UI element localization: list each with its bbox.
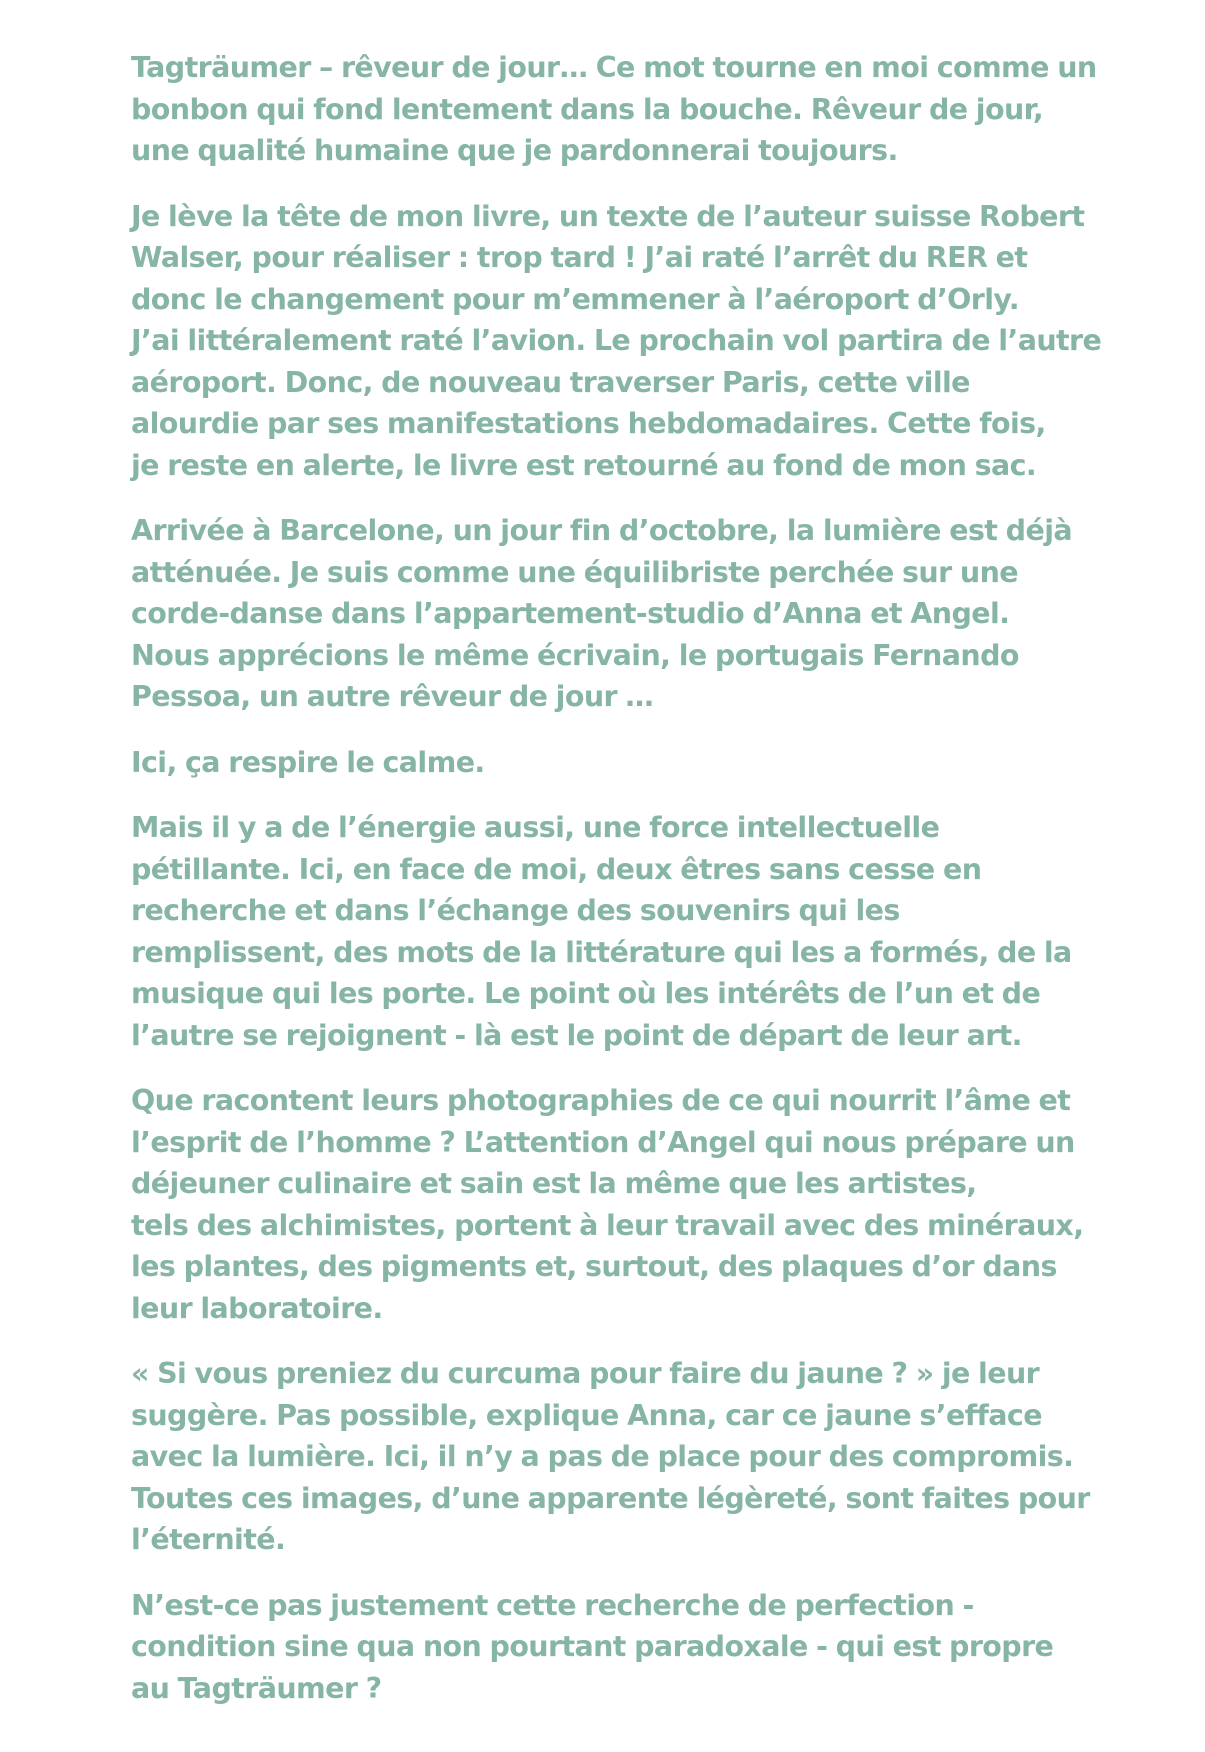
paragraph-1 — [131, 47, 1097, 172]
text-line: remplissent, des mots de la littérature qui les a formés, de la — [131, 935, 1072, 969]
text-line: Toutes ces images, d’une apparente légèreté, sont faites pour — [131, 1481, 1090, 1515]
text-line: l’esprit de l’homme ? L’attention d’Angel qui nous prépare un — [131, 1125, 1075, 1159]
text-line: condition sine qua non pourtant paradoxale - qui est propre — [131, 1630, 1054, 1663]
text-line: suggère. Pas possible, explique Anna, car ce jaune s’efface — [131, 1398, 1042, 1432]
text-line: l’éternité. — [131, 1523, 286, 1556]
text-line: corde-danse dans l’appartement-studio d’Anna et Angel. — [131, 597, 1010, 630]
text-line: l’autre se rejoignent - là est le point de départ de leur art. — [131, 1018, 1022, 1052]
text-line: une qualité humaine que je pardonnerai toujours. — [131, 134, 898, 167]
article-body — [131, 47, 1102, 1733]
text-line: Mais il y a de l’énergie aussi, une force intellectuelle — [131, 811, 940, 844]
text-line: musique qui les porte. Le point où les intérêts de l’un et de — [131, 977, 1041, 1010]
text-line: Walser, pour réaliser : trop tard ! J’ai raté l’arrêt du RER et — [131, 241, 1028, 274]
paragraph-6 — [131, 1080, 1091, 1329]
paragraph-5 — [131, 807, 1091, 1056]
text-line: alourdie par ses manifestations hebdomadaires. Cette fois, — [131, 407, 1046, 440]
paragraph-8 — [131, 1585, 1091, 1710]
text-line: Nous apprécions le même écrivain, le portugais Fernando — [131, 638, 1019, 672]
paragraph-2 — [131, 196, 1102, 487]
text-line: Que racontent leurs photographies de ce qui nourrit l’âme et — [131, 1084, 1071, 1117]
text-line: N’est-ce pas justement cette recherche de perfection - — [131, 1588, 974, 1622]
text-line: J’ai littéralement raté l’avion. Le prochain vol partira de l’autre — [131, 324, 1102, 357]
text-line: Tagträumer – rêveur de jour… Ce mot tourne en moi comme un — [131, 51, 1097, 84]
paragraph-7 — [131, 1353, 1091, 1561]
text-line: « Si vous preniez du curcuma pour faire du jaune ? » je leur — [131, 1357, 1040, 1390]
text-line: Ici, ça respire le calme. — [131, 745, 485, 779]
text-line: je reste en alerte, le livre est retourné au fond de mon sac. — [131, 448, 1037, 482]
text-line: Arrivée à Barcelone, un jour fin d’octobre, la lumière est déjà — [131, 514, 1072, 547]
text-line: les plantes, des pigments et, surtout, des plaques d’or dans — [131, 1250, 1057, 1283]
text-line: atténuée. Je suis comme une équilibriste perchée sur une — [131, 555, 1018, 589]
text-line: au Tagträumer ? — [131, 1671, 382, 1705]
text-line: déjeuner culinaire et sain est la même que les artistes, — [131, 1167, 977, 1200]
text-line: Je lève la tête de mon livre, un texte de l’auteur suisse Robert — [131, 199, 1085, 233]
text-line: donc le changement pour m’emmener à l’aéroport d’Orly. — [131, 282, 1020, 316]
text-line: aéroport. Donc, de nouveau traverser Paris, cette ville — [131, 365, 970, 399]
paragraph-4 — [131, 742, 1091, 784]
text-line: leur laboratoire. — [131, 1291, 383, 1325]
text-line: pétillante. Ici, en face de moi, deux êtres sans cesse en — [131, 852, 982, 886]
text-line: tels des alchimistes, portent à leur travail avec des minéraux, — [131, 1208, 1084, 1242]
paragraph-3 — [131, 510, 1091, 718]
text-line: avec la lumière. Ici, il n’y a pas de place pour des compromis. — [131, 1440, 1074, 1473]
text-line: recherche et dans l’échange des souvenirs qui les — [131, 894, 900, 927]
text-line: bonbon qui fond lentement dans la bouche. Rêveur de jour, — [131, 92, 1044, 126]
text-line: Pessoa, un autre rêveur de jour … — [131, 680, 654, 713]
